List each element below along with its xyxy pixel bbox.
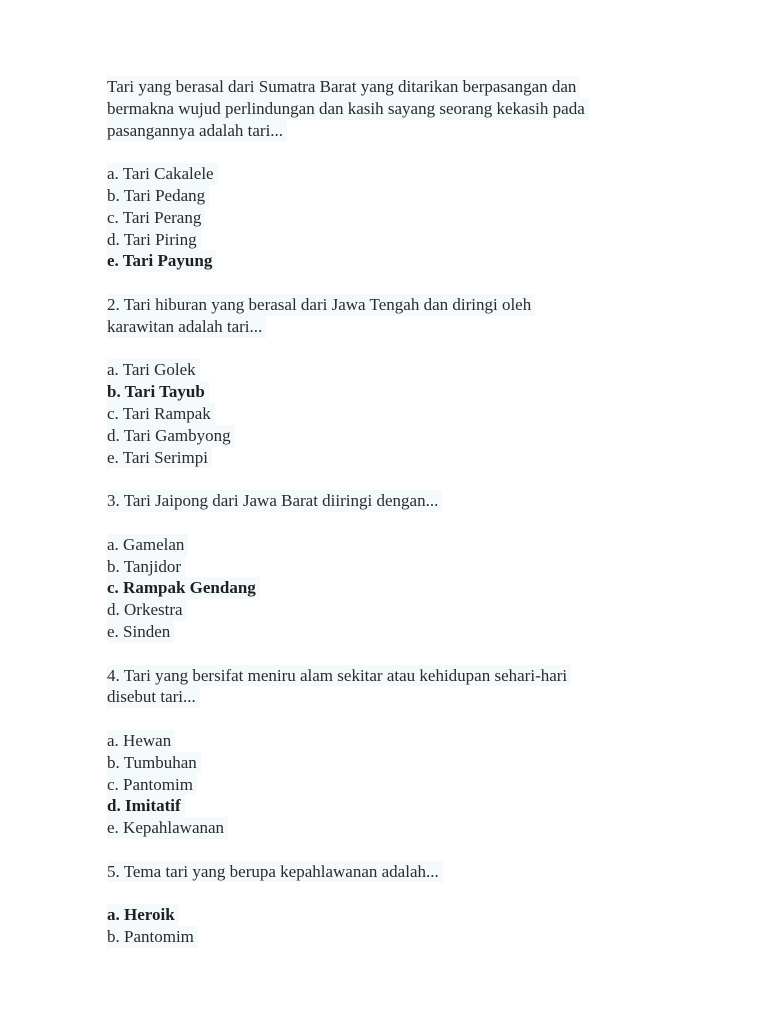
- question-1-option-a: a. Tari Cakalele: [107, 163, 218, 185]
- question-3-option-a: a. Gamelan: [107, 534, 188, 556]
- question-2-option-d: d. Tari Gambyong: [107, 425, 235, 447]
- question-4-option-e: e. Kepahlawanan: [107, 817, 228, 839]
- question-1: [107, 76, 707, 294]
- question-2-option-a: a. Tari Golek: [107, 359, 200, 381]
- question-5-text-line-1: 5. Tema tari yang berupa kepahlawanan adalah...: [107, 861, 443, 883]
- question-4-option-b: b. Tumbuhan: [107, 752, 201, 774]
- question-2: [107, 294, 707, 490]
- question-5: [107, 861, 707, 948]
- question-2-text-line-2: karawitan adalah tari...: [107, 316, 266, 338]
- question-3-option-b: b. Tanjidor: [107, 556, 185, 578]
- quiz-content: [107, 76, 707, 948]
- question-3: [107, 490, 707, 664]
- question-3-text-line-1: 3. Tari Jaipong dari Jawa Barat diiringi dengan...: [107, 490, 442, 512]
- question-3-option-d: d. Orkestra: [107, 599, 187, 621]
- question-1-option-b: b. Tari Pedang: [107, 185, 209, 207]
- question-4-text-line-2: disebut tari...: [107, 686, 200, 708]
- question-2-option-e: e. Tari Serimpi: [107, 447, 212, 469]
- question-1-option-c: c. Tari Perang: [107, 207, 205, 229]
- question-4: [107, 665, 707, 861]
- question-5-option-a-answer: a. Heroik: [107, 904, 179, 926]
- question-2-option-c: c. Tari Rampak: [107, 403, 215, 425]
- question-1-option-d: d. Tari Piring: [107, 229, 201, 251]
- question-4-text-line-1: 4. Tari yang bersifat meniru alam sekitar atau kehidupan sehari-hari: [107, 665, 571, 687]
- question-2-option-b-answer: b. Tari Tayub: [107, 381, 209, 403]
- question-4-option-c: c. Pantomim: [107, 774, 197, 796]
- question-3-option-c-answer: c. Rampak Gendang: [107, 577, 260, 599]
- question-1-text-line-2: bermakna wujud perlindungan dan kasih sayang seorang kekasih pada: [107, 98, 589, 120]
- question-1-option-e-answer: e. Tari Payung: [107, 250, 216, 272]
- question-5-option-b: b. Pantomim: [107, 926, 198, 948]
- question-4-option-a: a. Hewan: [107, 730, 175, 752]
- question-1-text-line-3: pasangannya adalah tari...: [107, 120, 287, 142]
- question-4-option-d-answer: d. Imitatif: [107, 795, 185, 817]
- question-2-text-line-1: 2. Tari hiburan yang berasal dari Jawa Tengah dan diringi oleh: [107, 294, 535, 316]
- question-1-text-line-1: Tari yang berasal dari Sumatra Barat yang ditarikan berpasangan dan: [107, 76, 580, 98]
- question-3-option-e: e. Sinden: [107, 621, 174, 643]
